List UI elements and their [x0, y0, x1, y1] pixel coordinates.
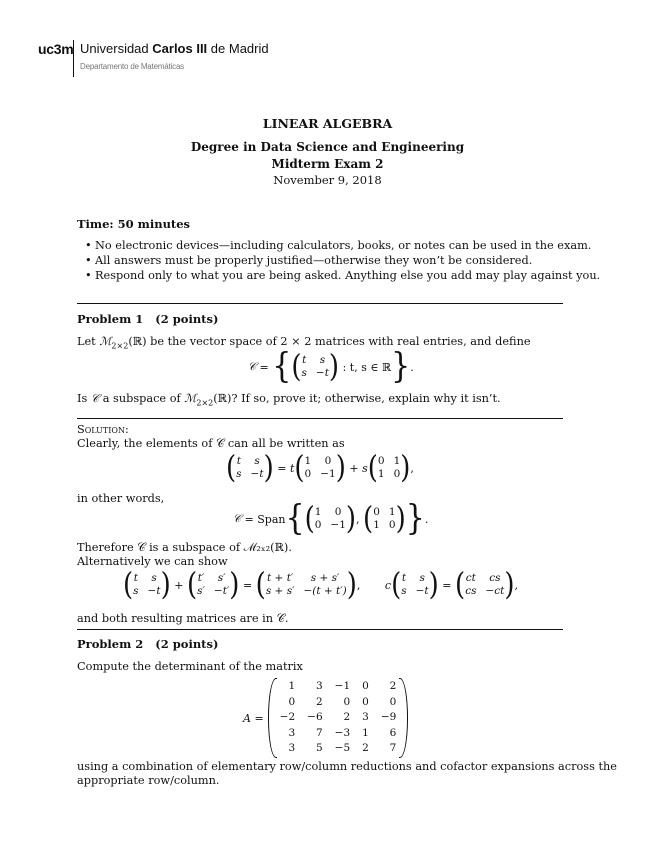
problem-2-intro: Compute the determinant of the matrix: [77, 660, 303, 673]
problem-2-outro-1: using a combination of elementary row/column reductions and cofactor expansions across the: [77, 760, 617, 773]
solution-line-5: and both resulting matrices are in 𝒞.: [77, 612, 289, 625]
set-definition: 𝒞 = { ( t s s −t ) : t, s ∈ ℝ } .: [248, 346, 414, 387]
time-limit: Time: 50 minutes: [77, 217, 191, 231]
uc3m-logo: uc3m: [38, 41, 74, 57]
problem-2-outro-2: appropriate row/column.: [77, 774, 220, 787]
degree-name: Degree in Data Science and Engineering: [190, 140, 465, 154]
solution-line-2: in other words,: [77, 492, 165, 505]
university-name: Universidad Carlos III de Madrid: [80, 41, 269, 56]
rule-item: • No electronic devices—including calculators, books, or notes can be used in the exam.: [95, 238, 600, 253]
exam-name: Midterm Exam 2: [271, 157, 384, 171]
problem-2-heading: Problem 2 (2 points): [77, 637, 219, 651]
problem-1-question: Is 𝒞 a subspace of ℳ$_{2\times 2}$(ℝ)? If so, prove it; otherwise, explain why it isn’t.: [77, 392, 501, 408]
right-paren: [399, 678, 408, 758]
solution-line-1: Clearly, the elements of 𝒞 can all be written as: [77, 437, 345, 450]
problem-1-heading: Problem 1 (2 points): [77, 312, 219, 326]
closure-equation: ( t s s −t ) + ( t′ s′ s′ −t′ ) = ( t + t′ s + s′ s + s′ −(t + t′) ) , c ( t s s −t ) = ( ct cs cs −ct ) ,: [123, 567, 519, 603]
divider: [77, 303, 563, 304]
logo-divider: [73, 40, 74, 77]
left-paren: [268, 678, 277, 758]
decomposition-equation: ( t s s −t ) = t ( 1 0 0 −1 ) + s ( 0 1 1 0 ) ,: [226, 450, 414, 486]
divider: [77, 418, 563, 419]
rule-item: • All answers must be properly justified—otherwise they won’t be considered.: [95, 253, 600, 268]
matrix-label: A =: [243, 711, 264, 725]
department-name: Departamento de Matemáticas: [80, 62, 184, 71]
exam-date: November 9, 2018: [273, 173, 382, 187]
matrix-a: [243, 678, 408, 758]
course-title: LINEAR ALGEBRA: [262, 116, 393, 131]
problem-1-intro: Let ℳ$_{2\times 2}$(ℝ) be the vector space of 2 × 2 matrices with real entries, and define: [77, 335, 531, 351]
span-equation: 𝒞 = Span { ( 1 0 0 −1 ) , ( 0 1 1 0 ) } .: [233, 498, 429, 539]
solution-label: Solution:: [77, 423, 129, 436]
solution-line-3: Therefore 𝒞 is a subspace of ℳ₂ₓ₂(ℝ).: [77, 541, 292, 554]
divider: [77, 629, 563, 630]
rules-list: [95, 238, 600, 283]
matrix-entries: 1 3 −1 0 2 0 2 0 0 0 −2 −6 2 3 −9 3 7 −3 1 6 3 5 −5 2 7: [279, 680, 397, 755]
rule-item: • Respond only to what you are being asked. Anything else you add may play against you.: [95, 268, 600, 283]
solution-line-4: Alternatively we can show: [77, 555, 228, 568]
